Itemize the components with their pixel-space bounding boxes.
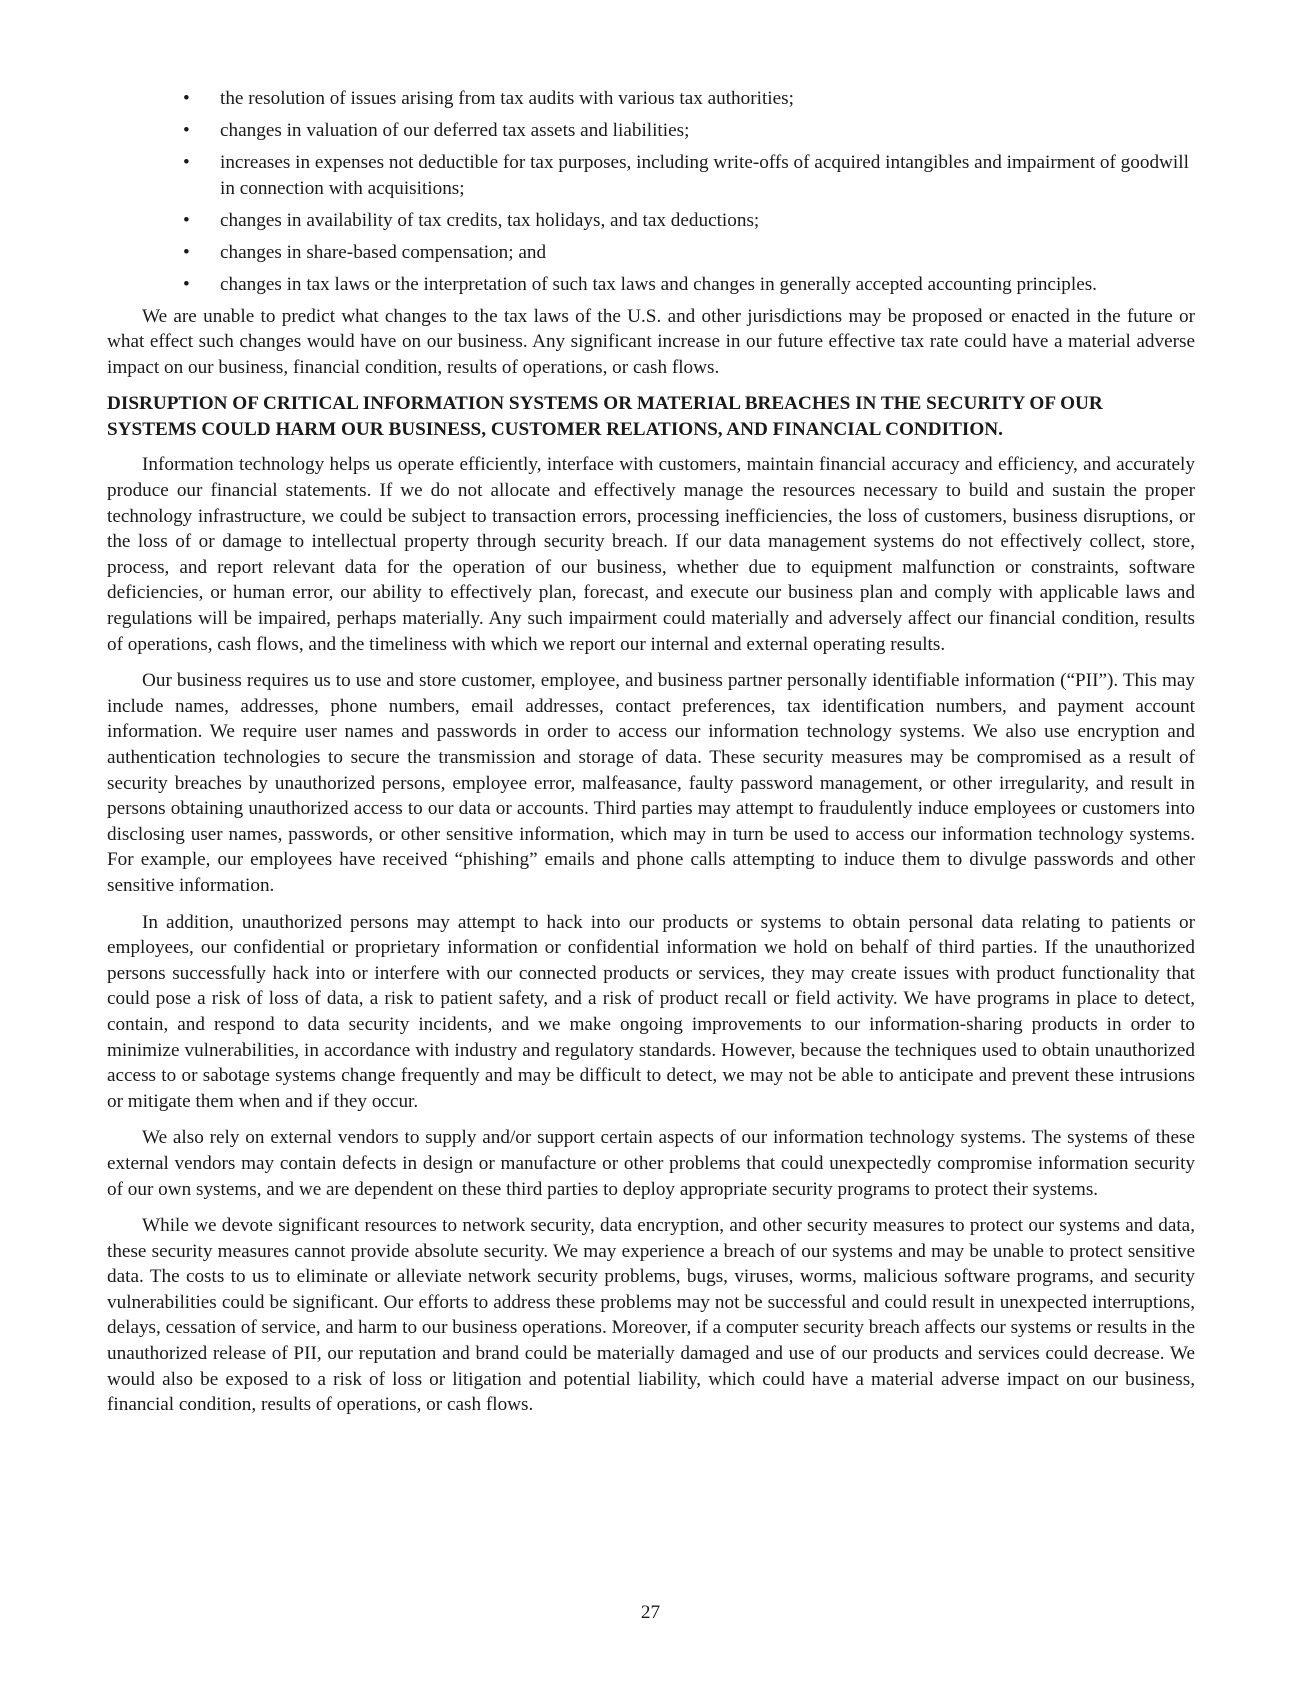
tax-law-paragraph: We are unable to predict what changes to the tax laws of the U.S. and other jurisdictions may be proposed or enacted in the future or what effect such changes would have on our business. Any significant increase in our future effective tax rate could have a material adverse impact on our business, financial condition, results of operations, or cash flows. [107, 305, 1195, 378]
body-paragraph: Information technology helps us operate efficiently, interface with customers, maintain financial accuracy and efficiency, and accurately produce our financial statements. If we do not allocate and effectively manage the resources necessary to build and sustain the proper technology infrastructure, we could be subject to transaction errors, processing inefficiencies, the loss of customers, business disruptions, or the loss of or damage to intellectual property through security breach. If our data management systems do not effectively collect, store, process, and report relevant data for the operation of our business, whether due to equipment malfunction or constraints, software deficiencies, or human error, our ability to effectively plan, forecast, and execute our business plan and comply with applicable laws and regulations will be impaired, perhaps materially. Any such impairment could materially and adversely affect our financial condition, results of operations, cash flows, and the timeliness with which we report our internal and external operating results. [107, 454, 1195, 655]
body-paragraph: Our business requires us to use and store customer, employee, and business partner personally identifiable information (“PII”). This may include names, addresses, phone numbers, email addresses, contact preferences, tax identification numbers, and payment account information. We require user names and passwords in order to access our information technology systems. We also use encryption and authentication technologies to secure the transmission and storage of data. These security measures may be compromised as a result of security breaches by unauthorized persons, employee error, malfeasance, faulty password management, or other irregularity, and result in persons obtaining unauthorized access to our data or accounts. Third parties may attempt to fraudulently induce employees or customers into disclosing user names, passwords, or other sensitive information, which may in turn be used to access our information technology systems. For example, our employees have received “phishing” emails and phone calls attempting to induce them to divulge passwords and other sensitive information. [107, 670, 1195, 896]
list-item [107, 118, 1195, 144]
list-item-text: changes in availability of tax credits, tax holidays, and tax deductions; [220, 209, 760, 231]
list-item [107, 150, 1195, 201]
document-page [107, 86, 1195, 1429]
bullet-icon: • [183, 151, 190, 173]
list-item-text: the resolution of issues arising from tax audits with various tax authorities; [220, 88, 794, 109]
bullet-icon: • [183, 88, 190, 109]
body-paragraph: While we devote significant resources to network security, data encryption, and other security measures to protect our systems and data, these security measures cannot provide absolute security. We may experience a breach of our systems and may be unable to protect sensitive data. The costs to us to eliminate or alleviate network security problems, bugs, viruses, worms, malicious software programs, and security vulnerabilities could be significant. Our efforts to address these problems may not be successful and could result in unexpected interruptions, delays, cessation of service, and harm to our business operations. Moreover, if a computer security breach affects our systems or results in the unauthorized release of PII, our reputation and brand could be materially damaged and use of our products and services could decrease. We would also be exposed to a risk of loss or litigation and potential liability, which could have a material adverse impact on our business, financial condition, results of operations, or cash flows. [107, 1215, 1195, 1416]
page-number: 27 [640, 1602, 661, 1623]
list-item-text: changes in tax laws or the interpretation of such tax laws and changes in generally accepted accounting principles. [220, 273, 1097, 295]
list-item-text: changes in valuation of our deferred tax assets and liabilities; [220, 119, 690, 141]
list-item [107, 208, 1195, 234]
tax-factor-list [107, 86, 1195, 297]
list-item-text: increases in expenses not deductible for tax purposes, including write-offs of acquired intangibles and impairment of goodwill in connection with acquisitions; [220, 151, 1189, 199]
list-item [107, 272, 1195, 298]
section-heading: DISRUPTION OF CRITICAL INFORMATION SYSTEMS OR MATERIAL BREACHES IN THE SECURITY OF OUR SYSTEMS COULD HARM OUR BUSINESS, CUSTOMER RELATIONS, AND FINANCIAL CONDITION. [107, 393, 1103, 440]
body-paragraph: We also rely on external vendors to supply and/or support certain aspects of our information technology systems. The systems of these external vendors may contain defects in design or manufacture or other problems that could unexpectedly compromise information security of our own systems, and we are dependent on these third parties to deploy appropriate security programs to protect their systems. [107, 1127, 1195, 1200]
bullet-icon: • [183, 273, 190, 295]
body-paragraph: In addition, unauthorized persons may attempt to hack into our products or systems to obtain personal data relating to patients or employees, our confidential or proprietary information or confidential information we hold on behalf of third parties. If the unauthorized persons successfully hack into or interfere with our connected products or services, they may create issues with product functionality that could pose a risk of loss of data, a risk to patient safety, and a risk of product recall or field activity. We have programs in place to detect, contain, and respond to data security incidents, and we make ongoing improvements to our information-sharing products in order to minimize vulnerabilities, in accordance with industry and regulatory standards. However, because the techniques used to obtain unauthorized access to or sabotage systems change frequently and may be difficult to detect, we may not be able to anticipate and prevent these intrusions or mitigate them when and if they occur. [107, 911, 1195, 1112]
bullet-icon: • [183, 241, 190, 263]
list-item-text: changes in share-based compensation; and [220, 241, 547, 263]
bullet-icon: • [183, 209, 190, 231]
list-item [107, 86, 1195, 112]
bullet-icon: • [183, 119, 190, 141]
list-item [107, 240, 1195, 266]
